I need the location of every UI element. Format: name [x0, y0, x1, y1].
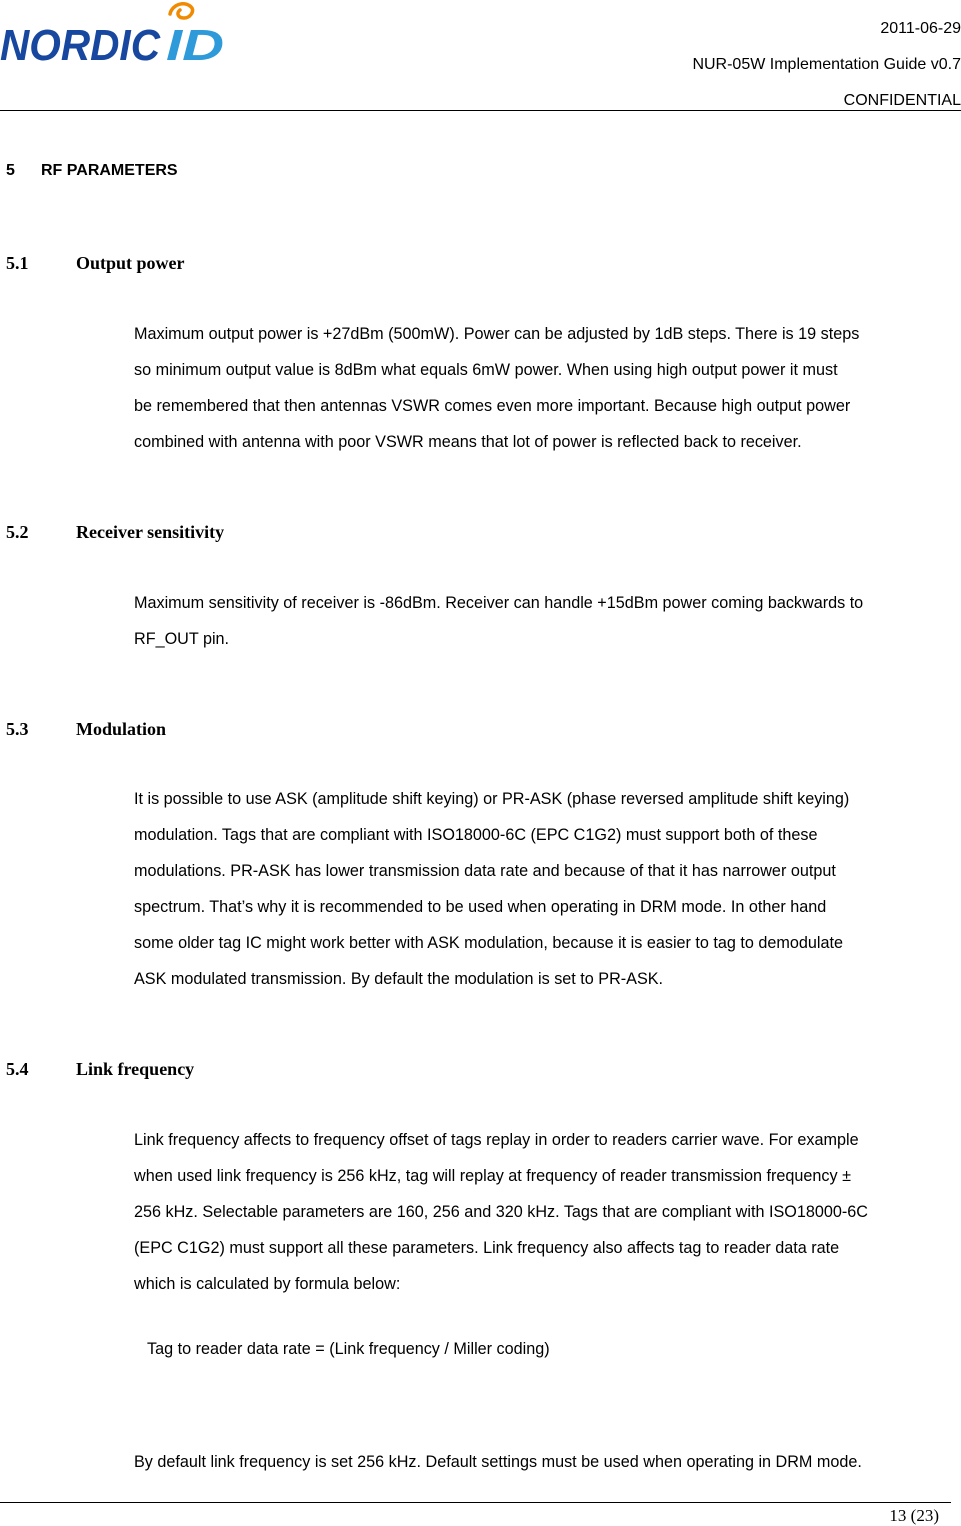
section-title: Receiver sensitivity [76, 522, 225, 542]
section-number: 5.4 [6, 1059, 29, 1079]
nordic-id-logo [0, 0, 228, 64]
text-line: (EPC C1G2) must support all these parameters. Link frequency also affects tag to reader data rate [134, 1239, 840, 1257]
text-line: combined with antenna with poor VSWR means that lot of power is reflected back to receiver. [134, 433, 802, 451]
text-line: be remembered that then antennas VSWR comes even more important. Because high output power [134, 397, 851, 415]
formula-data-rate: Tag to reader data rate = (Link frequency / Miller coding) [147, 1340, 550, 1358]
text-line: Maximum sensitivity of receiver is -86dBm. Receiver can handle +15dBm power coming backwards to [134, 594, 864, 612]
text-line: ASK modulated transmission. By default the modulation is set to PR-ASK. [134, 970, 664, 988]
header-rule [0, 110, 961, 111]
section-heading-output-power [6, 253, 185, 274]
text-line: modulation. Tags that are compliant with ISO18000-6C (EPC C1G2) must support both of these [134, 826, 818, 844]
text-line: some older tag IC might work better with ASK modulation, because it is easier to tag to demodulate [134, 934, 844, 952]
paragraph-modulation [134, 781, 949, 997]
paragraph-receiver-sensitivity [134, 585, 949, 657]
header-doc-title: NUR-05W Implementation Guide v0.7 [692, 56, 961, 73]
text-line: which is calculated by formula below: [134, 1275, 401, 1293]
text-line: spectrum. That’s why it is recommended to be used when operating in DRM mode. In other hand [134, 898, 827, 916]
text-line: By default link frequency is set 256 kHz. Default settings must be used when operating in DRM mode. [134, 1453, 862, 1471]
text-line: 256 kHz. Selectable parameters are 160, 256 and 320 kHz. Tags that are compliant with ISO18000-6C [134, 1203, 868, 1221]
header-date: 2011-06-29 [880, 20, 961, 37]
chapter-heading [6, 162, 178, 180]
chapter-number: 5 [6, 162, 15, 179]
text-line: Maximum output power is +27dBm (500mW). Power can be adjusted by 1dB steps. There is 19 steps [134, 325, 860, 343]
section-number: 5.2 [6, 522, 29, 542]
chapter-title: RF PARAMETERS [41, 162, 178, 179]
footer-rule [0, 1502, 951, 1503]
section-heading-modulation [6, 719, 166, 740]
section-heading-link-frequency [6, 1059, 194, 1080]
paragraph-link-frequency [134, 1122, 949, 1302]
section-title: Modulation [76, 719, 167, 739]
section-title: Link frequency [76, 1059, 195, 1079]
paragraph-link-frequency-default [134, 1444, 949, 1480]
text-line: modulations. PR-ASK has lower transmission data rate and because of that it has narrower output [134, 862, 836, 880]
paragraph-output-power [134, 316, 949, 460]
svg-text:NORDIC: NORDIC [0, 21, 162, 64]
section-title: Output power [76, 253, 185, 273]
section-heading-receiver-sensitivity [6, 522, 224, 543]
section-number: 5.3 [6, 719, 29, 739]
text-line: when used link frequency is 256 kHz, tag will replay at frequency of reader transmission frequency ± [134, 1167, 851, 1185]
text-line: so minimum output value is 8dBm what equals 6mW power. When using high output power it must [134, 361, 838, 379]
svg-text:ID: ID [166, 21, 224, 64]
text-line: Link frequency affects to frequency offset of tags replay in order to readers carrier wave. For example [134, 1131, 859, 1149]
text-line: RF_OUT pin. [134, 630, 230, 648]
text-line: It is possible to use ASK (amplitude shift keying) or PR-ASK (phase reversed amplitude shift keying) [134, 790, 850, 808]
header-classification: CONFIDENTIAL [843, 92, 961, 109]
section-number: 5.1 [6, 253, 29, 273]
page-number: 13 (23) [889, 1506, 939, 1525]
